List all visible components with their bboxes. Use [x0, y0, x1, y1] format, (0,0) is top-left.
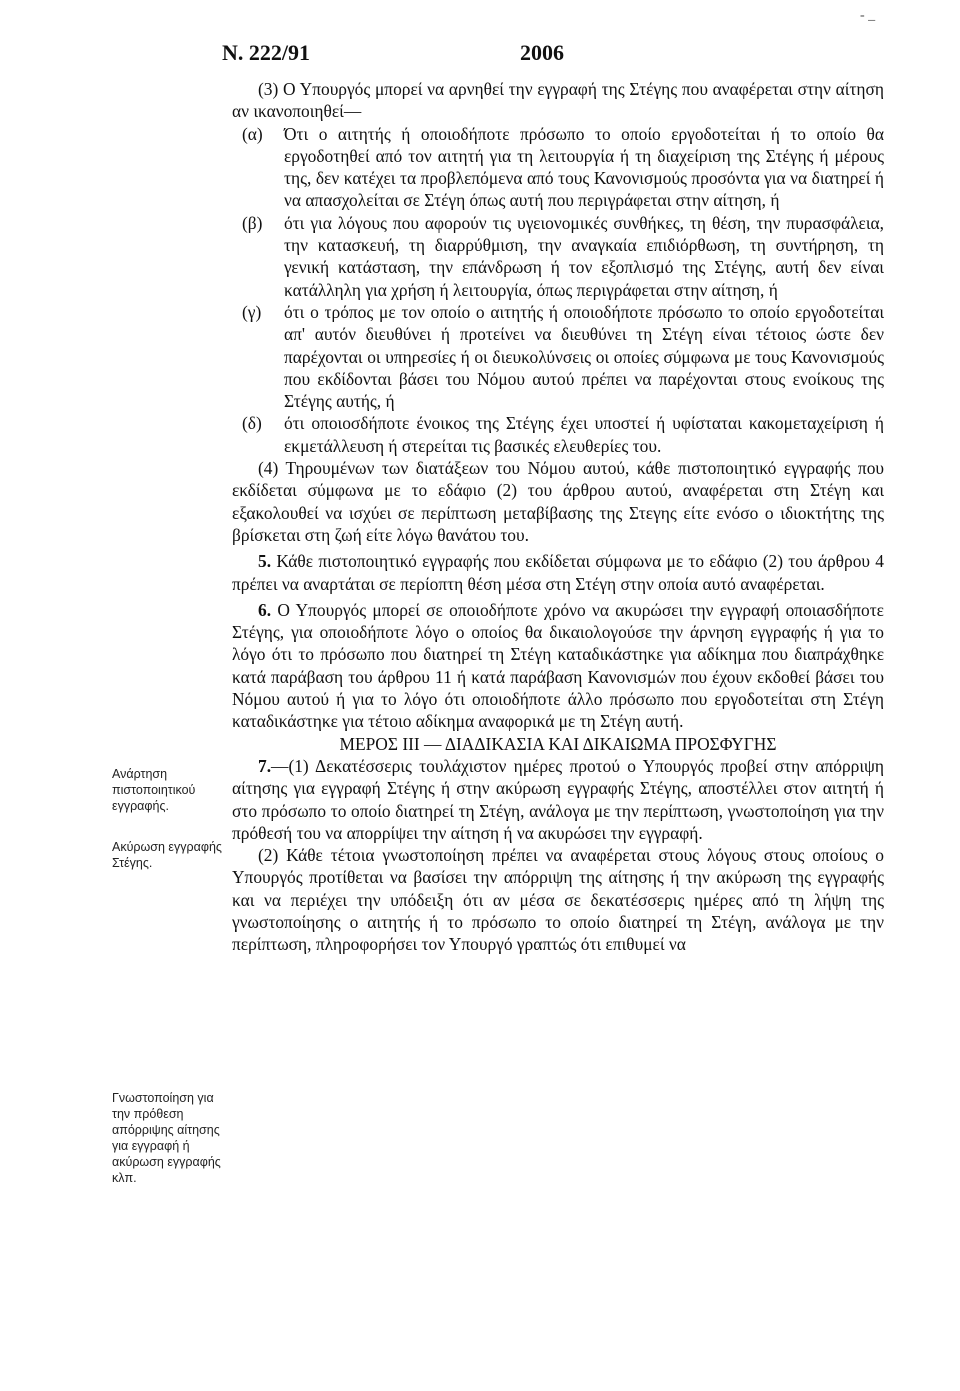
part-heading: ΜΕΡΟΣ ΙΙΙ — ΔΙΑΔΙΚΑΣΙΑ ΚΑΙ ΔΙΚΑΙΩΜΑ ΠΡΟΣΦΥΓΗΣ — [339, 733, 777, 754]
list-item — [232, 412, 884, 457]
article7-sub1-text: —(1) Δεκατέσσερις τουλάχιστον ημέρες προτού ο Υπουργός προβεί στην απόρριψη αίτησης για εγγραφή Στέγης ή στην ακύρωση εγγραφής Στέγης, αποστέλλει στον αιτητή ή στο πρόσωπο το οποίο διατηρεί τη Στέγη, ανάλογα με την περίπτωση, γνωστοποίηση για την πρόθεσή του να απορρίψει την αίτηση ή να ακυρώσει την εγγραφή. — [232, 755, 884, 843]
item-text: ότι για λόγους που αφορούν τις υγειονομικές συνθήκες, τη θέση, την πυρασφάλεια, την κατασκευή, τη διαρρύθμιση, την αναγκαία επιδιόρθωση, τη συντήρηση, τη γενική κατάσταση, την επάνδρωση ή τον εξοπλισμό της Στέγης, αυτή δεν είναι κατάλληλη για χρήση ή λειτουργία, όπως περιγράφεται στην αίτηση, ή — [284, 212, 884, 300]
list-item — [232, 123, 884, 212]
margin-note-posting: Ανάρτηση πιστοποιητικού εγγραφής. — [112, 767, 196, 813]
item-text: ότι ο τρόπος με τον οποίο ο αιτητής ή οποιοδήποτε πρόσωπο το οποίο εργοδοτείται απ' αυτόν διευθύνει ή προτείνει να διευθύνει τη Στέγη είναι τέτοιος ώστε δεν παρέχονται οι υπηρεσίες ή οι διευκολύνσεις οι οποίες σύμφωνα με τους Κανονισμούς που εκδίδονται βάσει του Νόμου αυτού πρέπει να παρέχονται στους ενοίκους της Στέγης αυτής, ή — [284, 301, 884, 412]
margin-note-notification: Γνωστοποίηση για την πρόθεση απόρριψης αίτησης για εγγραφή ή ακύρωση εγγραφής κλπ. — [112, 1091, 221, 1185]
corner-marks: - _ — [860, 8, 876, 23]
article6-number: 6. — [258, 599, 272, 620]
list-item — [232, 301, 884, 412]
article5-number: 5. — [258, 551, 272, 572]
item-text: Ότι ο αιτητής ή οποιοδήποτε πρόσωπο το οποίο εργοδοτείται ή το οποίο θα εργοδοτηθεί από τον αιτητή για τη λειτουργία ή τη διαχείριση της Στέγης ή μέρους της, δεν κατέχει τα προβλεπόμενα από τους Κανονισμούς προσόντα για να διατηρεί ή να απασχολείται σε Στέγη όπως αυτή που περιγράφεται στην αίτηση, ή — [284, 123, 884, 211]
item-text: ότι οποιοσδήποτε ένοικος της Στέγης έχει υποστεί ή υφίσταται κακομεταχείριση ή εκμετάλλευση ή στερείται τις βασικές ελευθερίες του. — [284, 413, 884, 456]
section3-intro: (3) Ο Υπουργός μπορεί να αρνηθεί την εγγραφή της Στέγης που αναφέρεται στην αίτηση αν ικανοποιηθεί— — [232, 79, 884, 122]
margin-note-cancellation: Ακύρωση εγγραφής Στέγης. — [112, 840, 222, 870]
article7-sub2: (2) Κάθε τέτοια γνωστοποίηση πρέπει να αναφέρεται στους λόγους στους οποίους ο Υπουργός προτίθεται να βασίσει την απόρριψη της αίτησης ή την ακύρωση της εγγραφής και να περιέχει την υπόδειξη ότι αν μέσα σε δεκατέσσερις ημέρες από τη λήψη της γνωστοποίησης ο αιτητής ή το πρόσωπο το οποίο διατηρεί τη Στέγη, ανάλογα με την περίπτωση, πληροφορήσει τον Υπουργό γραπτώς ότι επιθυμεί να — [232, 845, 884, 955]
list-item — [232, 212, 884, 301]
article7-number: 7. — [258, 755, 272, 776]
page-number: 2006 — [520, 40, 564, 65]
section4-paragraph: (4) Τηρουμένων των διατάξεων του Νόμου αυτού, κάθε πιστοποιητικό εγγραφής που εκδίδεται σύμφωνα με το εδάφιο (2) του άρθρου αυτού, αναφέρεται στη Στέγη και εξακολουθεί να ισχύει σε περίπτωση μεταβίβασης της Στεγης είτε ενόσο ο ιδιοκτήτης της βρίσκεται στη ζωή είτε λόγω θανάτου του. — [232, 458, 884, 545]
item-label: (γ) — [242, 301, 262, 322]
article5-paragraph — [232, 550, 884, 595]
article5-text: Κάθε πιστοποιητικό εγγραφής που εκδίδεται σύμφωνα με το εδάφιο (2) του άρθρου 4 πρέπει να αναρτάται σε περίοπτη θέση μέσα στη Στέγη στην οποία αυτό αναφέρεται. — [232, 551, 884, 594]
article7-sub1 — [232, 755, 884, 844]
article6-paragraph — [232, 599, 884, 733]
item-label: (β) — [242, 212, 263, 233]
article6-text: Ο Υπουργός μπορεί σε οποιοδήποτε χρόνο να ακυρώσει την εγγραφή οποιασδήποτε Στέγης, για οποιοδήποτε λόγο ο οποίος θα δικαιολογούσε την άρνηση εγγραφής ή για το λόγο ότι το πρόσωπο που διατηρεί τη Στέγη καταδικάστηκε για αδίκημα που διαπράχθηκε κατά παράβαση του άρθρου 11 ή κατά παράβαση Κανονισμών που έχουν εκδοθεί βάσει του Νόμου αυτού ή για το λόγο ότι οποιοδήποτε άλλο πρόσωπο που εργοδοτείται στη Στέγη καταδικάστηκε για τέτοιο αδίκημα αναφορικά με τη Στέγη αυτή. — [232, 599, 884, 732]
item-label: (δ) — [242, 413, 262, 434]
law-number: Ν. 222/91 — [222, 40, 310, 65]
item-label: (α) — [242, 123, 263, 144]
document-body — [232, 78, 884, 956]
page-header — [222, 40, 922, 70]
